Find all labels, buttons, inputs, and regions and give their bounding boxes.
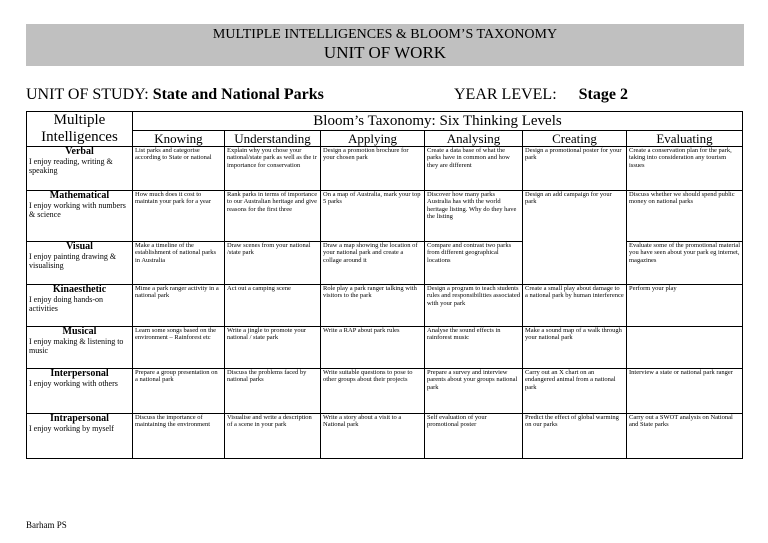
intelligence-cell: [27, 242, 133, 285]
activity-cell: Design a promotion brochure for your chosen park: [321, 147, 425, 191]
intelligence-description: I enjoy working with others: [29, 379, 118, 388]
activity-cell: Discuss the importance of maintaining the environment: [133, 414, 225, 459]
intelligence-cell: [27, 191, 133, 242]
year-level: [454, 86, 628, 104]
activity-cell: Interview a state or national park ranger: [627, 369, 743, 414]
bloom-header: Bloom’s Taxonomy: Six Thinking Levels: [133, 112, 743, 131]
table-row: [27, 242, 743, 285]
intelligence-name: Kinaesthetic: [52, 284, 107, 295]
activity-cell: Compare and contrast two parks from different geographical locations: [425, 242, 523, 285]
intelligence-cell: [27, 414, 133, 459]
activity-cell: Make a timeline of the establishment of national parks in Australia: [133, 242, 225, 285]
intelligence-name: Verbal: [65, 146, 94, 157]
table-row: [27, 327, 743, 369]
intelligence-description: I enjoy painting drawing & visualising: [29, 252, 117, 270]
activity-cell: Learn some songs based on the environment – Rainforest etc: [133, 327, 225, 369]
activity-cell: Carry out an X chart on an endangered animal from a national park: [523, 369, 627, 414]
activity-cell: Write a jingle to promote your national / state park: [225, 327, 321, 369]
activity-cell: Predict the effect of global warming on our parks: [523, 414, 627, 459]
intelligence-name: Intrapersonal: [50, 413, 109, 424]
activity-cell: Design an add campaign for your park: [523, 191, 627, 285]
unit-of-study: [26, 86, 324, 104]
activity-cell: Design a promotional poster for your park: [523, 147, 627, 191]
activity-cell: Create a small play about damage to a national park by human interference: [523, 285, 627, 327]
intelligence-name: Mathematical: [49, 190, 110, 201]
activity-cell: Act out a camping scene: [225, 285, 321, 327]
activity-cell: Draw scenes from your national /state park: [225, 242, 321, 285]
document-subtitle: UNIT OF WORK: [323, 43, 447, 62]
level-header: Evaluating: [627, 131, 743, 147]
year-level-value: Stage 2: [578, 86, 628, 103]
activity-cell: Mime a park ranger activity in a national park: [133, 285, 225, 327]
activity-cell: Prepare a survey and interview parents about your groups national park: [425, 369, 523, 414]
activity-cell: Write a RAP about park rules: [321, 327, 425, 369]
activity-cell: [627, 327, 743, 369]
year-level-label: YEAR LEVEL:: [454, 86, 557, 103]
document-title: MULTIPLE INTELLIGENCES & BLOOM’S TAXONOMY: [212, 27, 558, 42]
title-banner: [26, 24, 744, 66]
table-header-row: [27, 112, 743, 131]
activity-cell: Rank parks in terms of importance to our Australian heritage and give reasons for the first three: [225, 191, 321, 242]
unit-of-study-value: State and National Parks: [152, 86, 324, 103]
school-footer: Barham PS: [26, 520, 67, 530]
activity-cell: Carry out a SWOT analysis on National and State parks: [627, 414, 743, 459]
activity-cell: Evaluate some of the promotional material you have seen about your park eg internet, magazines: [627, 242, 743, 285]
intelligence-name: Interpersonal: [50, 368, 109, 379]
intelligence-name: Musical: [62, 326, 97, 337]
activity-cell: Write a story about a visit to a National park: [321, 414, 425, 459]
activity-cell: Discuss whether we should spend public money on national parks: [627, 191, 743, 242]
activity-cell: Create a conservation plan for the park, taking into consideration any tourism issues: [627, 147, 743, 191]
activity-cell: Draw a map showing the location of your national park and create a collage around it: [321, 242, 425, 285]
level-header: Analysing: [425, 131, 523, 147]
intelligence-description: I enjoy making & listening to music: [29, 337, 124, 355]
activity-cell: Analyse the sound effects in rainforest music: [425, 327, 523, 369]
table-row: [27, 369, 743, 414]
activity-cell: On a map of Australia, mark your top 5 parks: [321, 191, 425, 242]
activity-cell: Write suitable questions to pose to other groups about their projects: [321, 369, 425, 414]
level-header: Understanding: [225, 131, 321, 147]
activity-cell: Explain why you chose your national/state park as well as the ir importance for conservation: [225, 147, 321, 191]
intelligence-name: Visual: [66, 241, 93, 252]
table-row: [27, 414, 743, 459]
level-header: Applying: [321, 131, 425, 147]
intelligence-cell: [27, 369, 133, 414]
activity-cell: List parks and categorise according to State or national: [133, 147, 225, 191]
table-row: [27, 191, 743, 242]
activity-cell: How much does it cost to maintain your park for a year: [133, 191, 225, 242]
activity-cell: Discover how many parks Australia has with the world heritage listing. Why do they have the listing: [425, 191, 523, 242]
intelligence-description: I enjoy working with numbers & science: [29, 201, 126, 219]
activity-cell: Perform your play: [627, 285, 743, 327]
mi-column-header: Multiple Intelligences: [27, 112, 133, 147]
activity-cell: Prepare a group presentation on a national park: [133, 369, 225, 414]
level-header: Knowing: [133, 131, 225, 147]
intelligence-description: I enjoy working by myself: [29, 424, 114, 433]
levels-header-row: [27, 131, 743, 147]
activity-cell: Self evaluation of your promotional poster: [425, 414, 523, 459]
intelligence-cell: [27, 285, 133, 327]
table-row: [27, 285, 743, 327]
intelligence-cell: [27, 327, 133, 369]
intelligence-description: I enjoy doing hands-on activities: [29, 295, 103, 313]
intelligence-description: I enjoy reading, writing & speaking: [29, 157, 113, 175]
intelligence-cell: [27, 147, 133, 191]
table-row: [27, 147, 743, 191]
activity-cell: Visualise and write a description of a scene in your park: [225, 414, 321, 459]
activity-cell: Create a data base of what the parks have in common and how they are different: [425, 147, 523, 191]
unit-of-work-table: [26, 111, 743, 459]
level-header: Creating: [523, 131, 627, 147]
activity-cell: Discuss the problems faced by national parks: [225, 369, 321, 414]
activity-cell: Design a program to teach students rules and responsibilities associated with your park: [425, 285, 523, 327]
unit-of-study-label: UNIT OF STUDY:: [26, 86, 149, 103]
activity-cell: Make a sound map of a walk through your national park: [523, 327, 627, 369]
activity-cell: Role play a park ranger talking with visitors to the park: [321, 285, 425, 327]
